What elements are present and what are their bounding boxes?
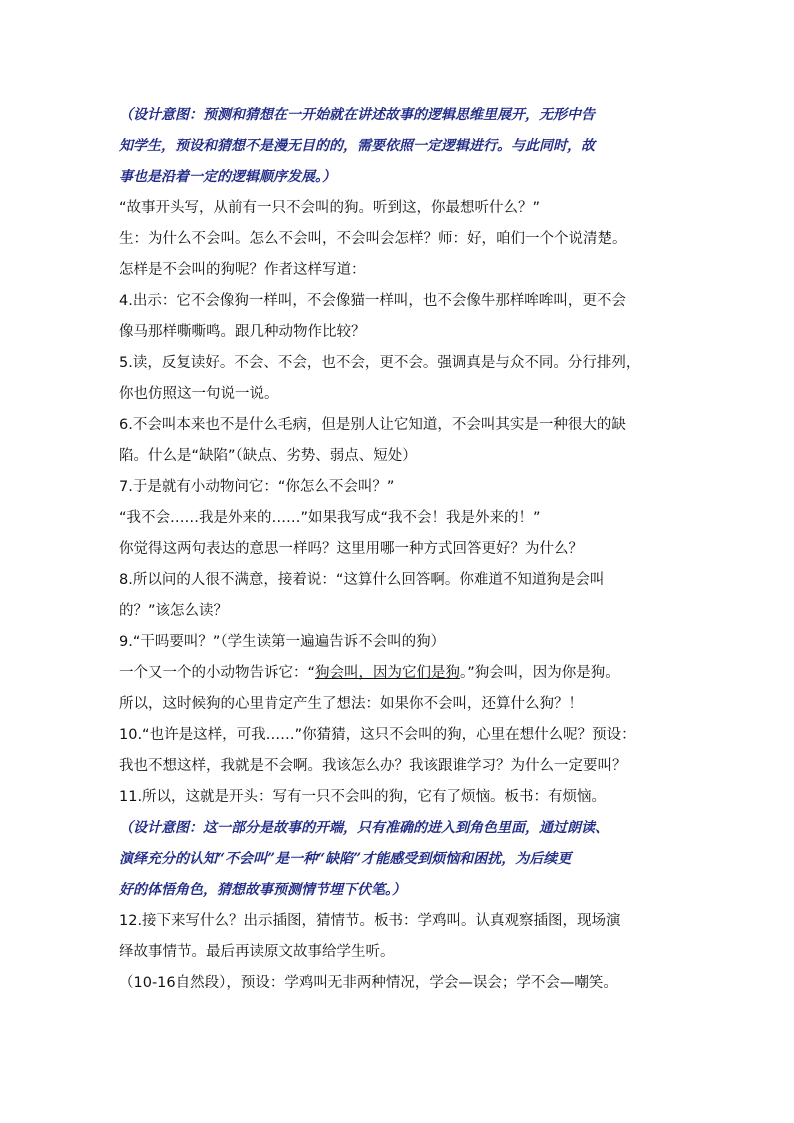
- text-line: 你觉得这两句表达的意思一样吗？这里用哪一种方式回答更好？为什么？: [119, 541, 583, 557]
- text-line: 的？”该怎么读？: [119, 603, 229, 619]
- text-line: 6.不会叫本来也不是什么毛病，但是别人让它知道，不会叫其实是一种很大的缺: [119, 417, 626, 433]
- design-note-2-line-1: （设计意图：这一部分是故事的开端，只有准确的进入到角色里面，通过朗读、: [119, 820, 609, 836]
- text-line-with-underline: [119, 658, 689, 689]
- text-line: 12.接下来写什么？出示插图，猜情节。板书：学鸡叫。认真观察插图，现场演: [119, 913, 621, 929]
- text-line: “我不会……我是外来的……”如果我写成“我不会！我是外来的！”: [119, 510, 541, 526]
- text-line: 5.读，反复读好。不会、不会，也不会，更不会。强调真是与众不同。分行排列，: [119, 355, 641, 371]
- text-line: 绎故事情节。最后再读原文故事给学生听。: [119, 944, 395, 960]
- text-line: 4.出示：它不会像狗一样叫，不会像猫一样叫，也不会像牛那样哞哞叫，更不会: [119, 293, 626, 309]
- text-line: 7.于是就有小动物问它：“你怎么不会叫？”: [119, 479, 395, 495]
- design-note-2-line-3: 好的体悟角色，猜想故事预测情节埋下伏笔。）: [119, 882, 406, 898]
- text-line: 9.“干吗要叫？”（学生读第一遍遍告诉不会叫的狗）: [119, 634, 446, 650]
- text-segment: 一个又一个的小动物告诉它：“: [119, 665, 316, 681]
- text-segment: 。”狗会叫，因为你是狗。: [460, 665, 620, 681]
- document-body: [119, 100, 689, 999]
- underlined-text: 狗会叫，因为它们是狗: [315, 665, 461, 681]
- design-note-1-line-3: 事也是沿着一定的逻辑顺序发展。）: [119, 169, 336, 185]
- text-line: 所以，这时候狗的心里肯定产生了想法：如果你不会叫，还算什么狗？！: [119, 696, 583, 712]
- design-note-1-line-2: 知学生，预设和猜想不是漫无目的的，需要依照一定逻辑进行。与此同时，故: [119, 138, 595, 154]
- text-line: 10.“也许是这样，可我……”你猜猜，这只不会叫的狗，心里在想什么呢？预设：: [119, 727, 636, 743]
- text-line: （10-16自然段），预设：学鸡叫无非两种情况，学会—误会；学不会—嘲笑。: [119, 975, 618, 991]
- text-line: 生：为什么不会叫。怎么不会叫，不会叫会怎样？师：好，咱们一个个说清楚。: [119, 231, 627, 247]
- text-line: 陷。什么是“缺陷”（缺点、劣势、弱点、短处）: [119, 448, 417, 464]
- text-line: “故事开头写，从前有一只不会叫的狗。听到这，你最想听什么？”: [119, 200, 541, 216]
- design-note-2-line-2: 演绎充分的认知“不会叫”是一种“缺陷”才能感受到烦恼和困扰，为后续更: [119, 851, 572, 867]
- text-line: 你也仿照这一句说一说。: [119, 386, 279, 402]
- text-line: 像马那样嘶嘶鸣。跟几种动物作比较？: [119, 324, 366, 340]
- text-line: 我也不想这样，我就是不会啊。我该怎么办？我该跟谁学习？为什么一定要叫？: [119, 758, 627, 774]
- text-line: 11.所以，这就是开头：写有一只不会叫的狗，它有了烦恼。板书：有烦恼。: [119, 789, 607, 805]
- text-line: 怎样是不会叫的狗呢？作者这样写道：: [119, 262, 366, 278]
- design-note-1-line-1: （设计意图：预测和猜想在一开始就在讲述故事的逻辑思维里展开，无形中告: [119, 107, 595, 123]
- text-line: 8.所以问的人很不满意，接着说：“这算什么回答啊。你难道不知道狗是会叫: [119, 572, 605, 588]
